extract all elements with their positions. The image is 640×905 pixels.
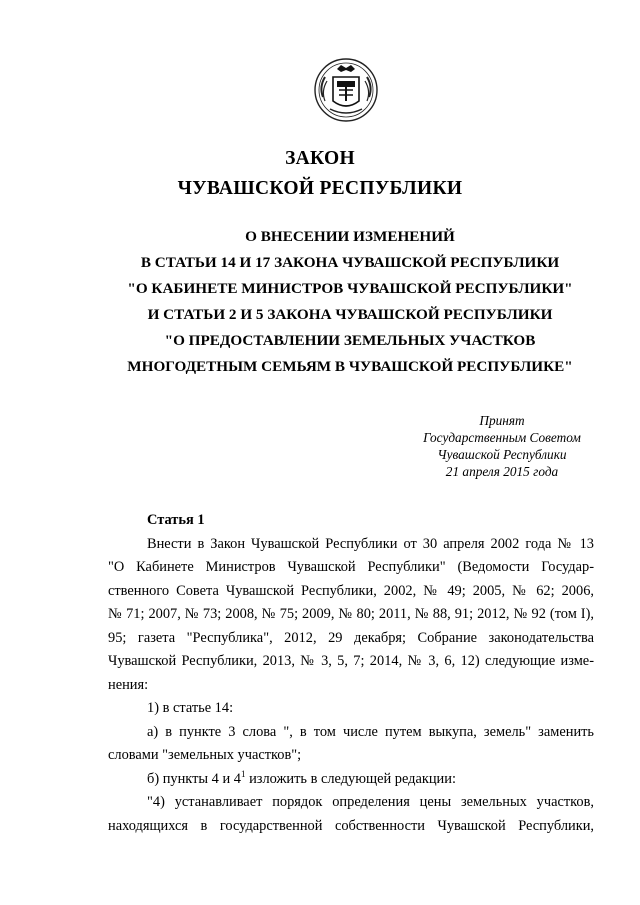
article-title: Статья 1	[147, 512, 205, 528]
adoption-date: 21 апреля 2015 года	[445, 464, 559, 479]
law-title: ЗАКОН	[285, 148, 355, 169]
list-item-a: а) в пункте 3 слова ", в том числе путем выкупа, земель" заменить	[147, 723, 594, 740]
adoption-line: Принят	[479, 413, 525, 428]
article-text-line: № 71; 2007, № 73; 2008, № 75; 2009, № 80; 2011, № 88, 91; 2012, № 92 (том I),	[108, 606, 594, 622]
article-text-line: Чувашской Республики, 2013, № 3, 5, 7; 2014, № 3, 6, 12) следующие изме-	[108, 653, 594, 669]
article-text-line: ственного Совета Чувашской Республики, 2002, № 49; 2005, № 62; 2006,	[108, 582, 594, 599]
list-item-b-prefix: б) пункты 4 и 4	[147, 770, 241, 787]
list-item-a-continuation: словами "земельных участков";	[108, 747, 302, 763]
law-title-republic: ЧУВАШСКОЙ РЕСПУБЛИКИ	[177, 178, 463, 199]
subject-line: О ВНЕСЕНИИ ИЗМЕНЕНИЙ	[245, 228, 455, 245]
superscript: 1	[240, 768, 246, 779]
subject-line: "О КАБИНЕТЕ МИНИСТРОВ ЧУВАШСКОЙ РЕСПУБЛИКИ"	[127, 280, 573, 297]
subject-line: И СТАТЬИ 2 И 5 ЗАКОНА ЧУВАШСКОЙ РЕСПУБЛИКИ	[147, 306, 553, 323]
list-item-b	[108, 768, 594, 792]
adoption-line: Государственным Советом	[423, 430, 581, 445]
article-text-line: Внести в Закон Чувашской Республики от 30 апреля 2002 года № 13	[147, 535, 594, 552]
subject-line: В СТАТЬИ 14 И 17 ЗАКОНА ЧУВАШСКОЙ РЕСПУБЛИКИ	[140, 254, 560, 271]
subject-line: "О ПРЕДОСТАВЛЕНИИ ЗЕМЕЛЬНЫХ УЧАСТКОВ	[164, 332, 536, 349]
article-1	[108, 509, 594, 838]
list-item-b-suffix: изложить в следующей редакции:	[245, 770, 456, 787]
chuvashia-coat-of-arms-icon	[313, 57, 379, 123]
subject-line: МНОГОДЕТНЫМ СЕМЬЯМ В ЧУВАШСКОЙ РЕСПУБЛИКЕ"	[127, 358, 573, 375]
article-text-line: "О Кабинете Министров Чувашской Республики" (Ведомости Государ-	[108, 559, 594, 575]
article-text-line: 95; газета "Республика", 2012, 29 декабря; Собрание законодательства	[108, 629, 594, 646]
list-item-1: 1) в статье 14:	[147, 700, 234, 716]
article-text-line: нения:	[108, 676, 149, 693]
adoption-note	[380, 412, 624, 480]
quoted-text-line: находящихся в государственной собственности Чувашской Республики,	[108, 817, 594, 834]
adoption-line: Чувашской Республики	[437, 447, 567, 462]
law-subject-heading	[60, 224, 640, 380]
quoted-text-line: "4) устанавливает порядок определения цены земельных участков,	[147, 794, 594, 810]
